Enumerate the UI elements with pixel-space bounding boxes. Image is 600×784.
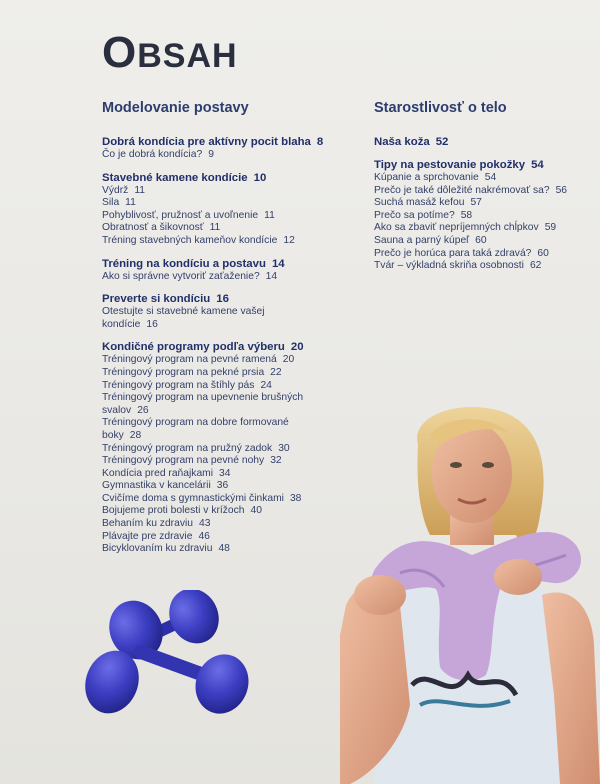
toc-page-number: 38 (289, 492, 302, 504)
toc-entry[interactable] (374, 172, 594, 185)
toc-entry[interactable] (374, 210, 594, 223)
toc-page-number: 59 (544, 222, 557, 234)
toc-page-number: 14 (265, 270, 278, 282)
toc-page-number: 11 (125, 197, 136, 209)
toc-page-number: 11 (264, 209, 275, 221)
toc-group (102, 340, 342, 556)
toc-page-number: 62 (529, 260, 542, 272)
toc-entry-label-continued (102, 319, 342, 332)
toc-page-number: 40 (250, 505, 262, 517)
page-title-initial: O (102, 28, 138, 77)
toc-page-number: 12 (283, 234, 295, 246)
toc-entry-label: Gymnastika v kancelárii (102, 480, 211, 492)
toc-entry-label: Tréning stavebných kameňov kondície (102, 234, 278, 246)
toc-entry-label: Bicyklovaním ku zdraviu (102, 543, 213, 555)
dumbbell-front (84, 643, 254, 721)
toc-entry[interactable] (102, 380, 342, 393)
toc-group (374, 158, 594, 273)
toc-chapter-title[interactable] (102, 135, 342, 149)
toc-entry-label: Čo je dobrá kondícia? (102, 149, 203, 160)
toc-page-number: 11 (134, 184, 146, 196)
toc-entry-label: Kúpanie a sprchovanie (374, 172, 479, 183)
toc-page-number: 16 (146, 318, 158, 330)
toc-page-number: 30 (278, 442, 290, 454)
toc-entry-label: Výdrž (102, 184, 129, 196)
toc-entry-label-continued (102, 430, 342, 443)
toc-entry[interactable] (102, 271, 342, 284)
toc-page-number: 26 (137, 404, 149, 416)
toc-group (102, 171, 342, 248)
toc-page-number: 48 (218, 543, 230, 555)
toc-chapter-label: Naša koža (374, 136, 430, 148)
section-heading-right: Starostlivosť o telo (374, 100, 507, 116)
toc-page-number: 20 (290, 341, 304, 354)
toc-page-number: 60 (475, 234, 487, 246)
toc-column-right (374, 100, 594, 282)
toc-entry-label: Sila (102, 197, 120, 209)
toc-group (374, 135, 594, 149)
toc-chapter-label: Tréning na kondíciu a postavu (102, 257, 266, 270)
toc-entry-label: Plávajte pre zdravie (102, 530, 193, 542)
toc-chapter-title[interactable] (374, 158, 594, 172)
toc-entry[interactable] (102, 531, 342, 544)
toc-entry[interactable] (102, 367, 342, 380)
toc-entry[interactable] (374, 197, 594, 210)
toc-entry[interactable] (102, 443, 342, 456)
toc-entry-label-line2: kondície (102, 318, 141, 330)
toc-entry[interactable] (102, 306, 342, 331)
toc-page-number: 22 (270, 366, 282, 378)
toc-entry-label: Tréningový program na štíhly pás (102, 379, 255, 391)
toc-entry-label: Prečo je horúca para taká zdravá? (374, 247, 532, 259)
toc-entry[interactable] (102, 235, 342, 248)
toc-entry[interactable] (374, 248, 594, 261)
toc-entry[interactable] (102, 505, 342, 518)
toc-chapter-title[interactable] (102, 171, 342, 185)
toc-entry-label: Kondícia pred raňajkami (102, 467, 214, 479)
toc-chapter-title[interactable] (374, 135, 594, 149)
toc-entry-label: Otestujte si stavebné kamene vašej (102, 306, 265, 318)
toc-page-number: 16 (216, 293, 229, 306)
toc-page-number: 57 (470, 197, 482, 209)
toc-entry[interactable] (102, 468, 342, 481)
toc-chapter-label: Tipy na pestovanie pokožky (374, 159, 526, 171)
dumbbells-icon (84, 590, 254, 725)
toc-page-number: 14 (271, 257, 285, 270)
toc-entry-label: Tréningový program na pekné prsia (102, 366, 265, 378)
toc-page-number: 28 (129, 429, 142, 441)
toc-group (102, 257, 342, 284)
toc-chapter-label: Stavebné kamene kondície (102, 171, 248, 184)
toc-chapter-label: Dobrá kondícia pre aktívny pocit blaha (102, 136, 311, 148)
toc-page-number: 9 (208, 149, 214, 160)
toc-entry-label: Tréningový program na upevnenie brušných (102, 392, 304, 404)
toc-page-number: 58 (460, 209, 473, 221)
toc-page-number: 32 (270, 455, 282, 467)
toc-entry[interactable] (102, 518, 342, 531)
toc-entry-label: Sauna a parný kúpeľ (374, 234, 470, 246)
toc-page-number: 56 (555, 184, 568, 196)
toc-entry-label: Ako si správne vytvoriť zaťaženie? (102, 270, 260, 282)
toc-entry-label: Tréningový program na pružný zadok (102, 442, 273, 454)
toc-entry-label: Obratnosť a šikovnosť (102, 222, 204, 234)
toc-entry[interactable] (374, 185, 594, 198)
toc-page-number: 8 (316, 136, 324, 148)
toc-entry-label-line2: boky (102, 429, 124, 441)
toc-page-number: 36 (216, 480, 229, 492)
toc-groups-right (374, 135, 594, 273)
toc-entry-label: Tvár – výkladná skriňa osobnosti (374, 260, 524, 272)
toc-entry[interactable] (102, 185, 342, 198)
toc-entry[interactable] (102, 354, 342, 367)
toc-entry[interactable] (102, 417, 342, 442)
woman-with-towel-photo (340, 405, 600, 784)
toc-entry[interactable] (102, 210, 342, 223)
toc-entry[interactable] (102, 149, 342, 162)
toc-entry-label: Prečo je také dôležité nakrémovať sa? (374, 184, 550, 196)
toc-entry-label: Bojujeme proti bolesti v krížoch (102, 505, 245, 517)
toc-chapter-title[interactable] (102, 257, 342, 271)
toc-entry-label: Ako sa zbaviť nepríjemných chĺpkov (374, 222, 539, 234)
toc-page-number: 52 (435, 136, 449, 148)
toc-page-number: 43 (199, 518, 211, 530)
toc-entry-label: Cvičíme doma s gymnastickými činkami (102, 492, 284, 504)
toc-page-number: 34 (219, 467, 231, 479)
page-title-rest: BSAH (137, 37, 238, 75)
toc-entry[interactable] (102, 493, 342, 506)
toc-page-number: 54 (531, 159, 544, 171)
toc-chapter-label: Preverte si kondíciu (102, 293, 211, 306)
toc-entry-label: Prečo sa potíme? (374, 209, 455, 221)
toc-entry[interactable] (374, 235, 594, 248)
toc-column-left (102, 100, 342, 565)
toc-page-number: 60 (537, 247, 549, 259)
toc-chapter-title[interactable] (102, 340, 342, 354)
toc-chapter-title[interactable] (102, 292, 342, 306)
toc-page-number: 20 (282, 354, 295, 366)
toc-entry-label: Suchá masáž kefou (374, 197, 465, 209)
toc-group (102, 135, 342, 162)
toc-entry[interactable] (102, 392, 342, 417)
toc-entry[interactable] (102, 455, 342, 468)
toc-entry[interactable] (102, 222, 342, 235)
toc-page-number: 11 (209, 222, 221, 234)
toc-entry[interactable] (102, 197, 342, 210)
toc-entry-label: Tréningový program na dobre formované (102, 417, 289, 429)
section-heading-left: Modelovanie postavy (102, 100, 249, 116)
toc-page-number: 46 (198, 530, 210, 542)
toc-entry-label: Behaním ku zdraviu (102, 518, 194, 530)
toc-group (102, 292, 342, 331)
toc-page-number: 54 (484, 172, 497, 183)
toc-entry-label-continued (102, 405, 342, 418)
toc-entry[interactable] (374, 260, 594, 273)
toc-groups-left (102, 135, 342, 556)
toc-entry-label: Tréningový program na pevné nohy (102, 455, 265, 467)
toc-entry-label-line2: svalov (102, 404, 132, 416)
toc-entry-label: Tréningový program na pevné ramená (102, 354, 277, 366)
toc-entry[interactable] (374, 222, 594, 235)
toc-entry[interactable] (102, 543, 342, 556)
toc-page-number: 10 (253, 171, 267, 184)
page-title (102, 28, 238, 78)
toc-entry[interactable] (102, 480, 342, 493)
toc-entry-label: Pohyblivosť, pružnosť a uvoľnenie (102, 209, 259, 221)
toc-page-number: 24 (260, 379, 272, 391)
toc-chapter-label: Kondičné programy podľa výberu (102, 341, 285, 354)
